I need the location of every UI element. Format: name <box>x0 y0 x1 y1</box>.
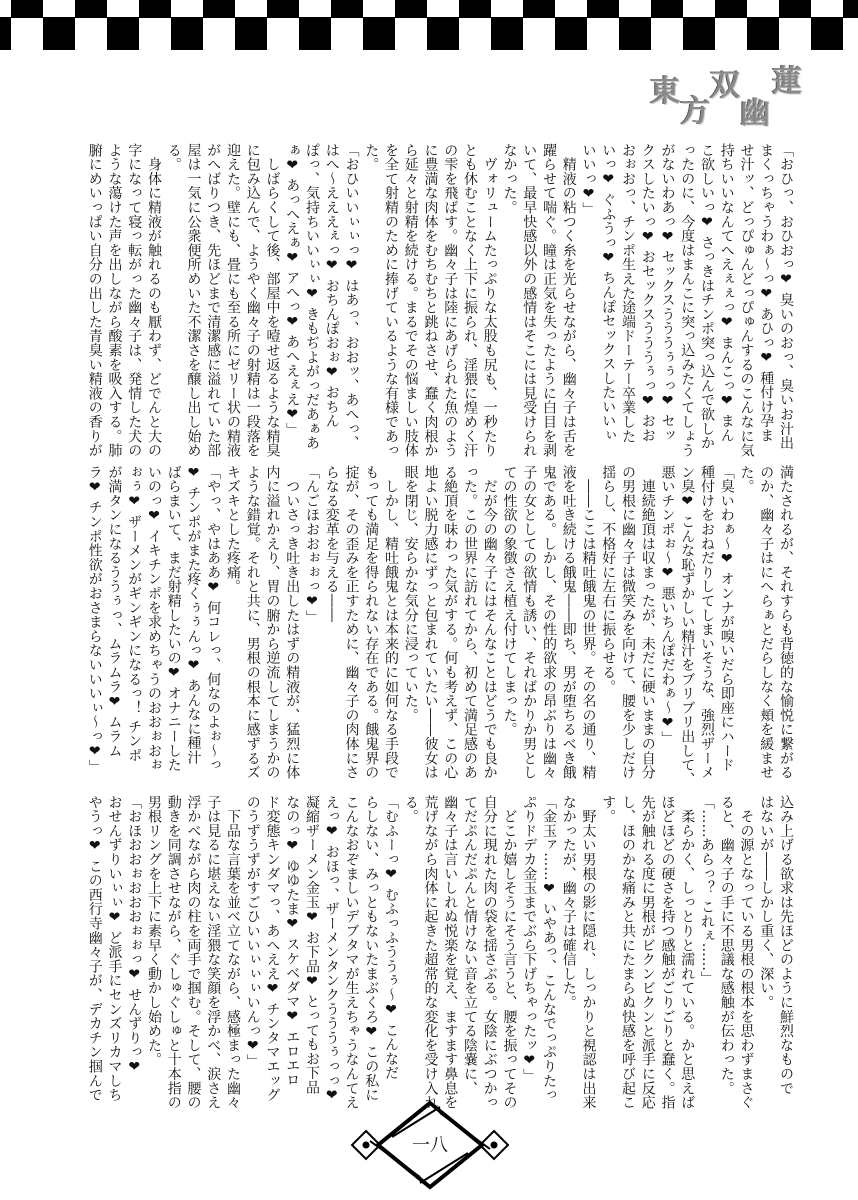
page-number: 一八 <box>412 1135 448 1156</box>
checker-cell <box>0 17 11 50</box>
checker-cell <box>107 17 139 50</box>
text-column: てだぷんだぷんと情けない音を立てる陰嚢に、 <box>462 795 478 1096</box>
text-column: 躍らせて喘ぐ。瞳は正気を失ったように白目を剥 <box>541 143 557 458</box>
checker-cell <box>171 17 203 50</box>
text-column: ばらまいて、まだ射精したいの❤ オナニーした <box>165 465 182 773</box>
checker-cell <box>299 17 331 50</box>
checker-cell <box>715 0 747 18</box>
text-column: 屋は一気に公衆便所めいた不潔さを醸し出し始め <box>185 143 202 458</box>
text-column: がへばりつき、先ほどまで清潔感に溢れていた部 <box>205 143 222 458</box>
text-column: 「臭いわぁ〜❤ オンナが嗅いだら即座にハード <box>718 465 735 773</box>
text-column: クスしたいっ❤ おセックスうううぅっ❤ おお <box>639 143 656 443</box>
checker-cell <box>491 17 523 50</box>
text-column: ぁ❤ あっへえぁ❤ アへっ❤ あへえぇえ❤」 <box>284 143 301 437</box>
text-column: おせんずりいぃぃ❤ ど派手にセンズリカマしち <box>106 795 123 1103</box>
checker-cell <box>747 17 779 50</box>
checker-cell <box>843 0 858 18</box>
checker-cell <box>459 0 491 18</box>
text-column: 子は見るに堪えない淫猥な笑顔を浮かべ、涙さえ <box>205 795 222 1110</box>
text-column: 込み上げる欲求は先ほどのように鮮烈なもので <box>778 795 794 1096</box>
text-column: なのっ❤ ゆゆたま❤ スケベダマ❤ エロエロ <box>284 795 301 1087</box>
checker-cell <box>555 17 587 50</box>
text-column: 動きを同調させながら、ぐしゅぐしゅと十本指の <box>165 795 182 1110</box>
text-column: こんなおぞましいデブタマが生えちゃうなんてえ <box>343 795 360 1110</box>
text-column: 「んごほおおぉぉっ❤」 <box>304 465 320 625</box>
text-column: ての性欲の象徴さえ植え付けてしまった。 <box>501 465 518 737</box>
text-column: はへ〜えええぇっ❤ おちんぽおぉ❤ おちん <box>323 143 340 429</box>
text-column: 字になって寝っ転がった幽々子は、発情した犬の <box>126 143 143 458</box>
text-column: の雫を飛ばす。幽々子は陸にあげられた魚のよう <box>442 143 459 458</box>
checker-cell <box>43 17 75 50</box>
text-column: らしない、みっともないたまぶくろ❤ この私に <box>363 795 380 1103</box>
text-column: いっ❤ ぐふうっ❤ ちんぽセックスしたいいぃ <box>600 143 617 443</box>
text-column: ついさっき吐き出したはずの精液が、猛烈に体 <box>284 465 301 780</box>
text-column: た。 <box>738 465 755 494</box>
logo-char: 東 <box>650 74 680 109</box>
text-column: る。 <box>165 143 182 172</box>
text-column: す。 <box>600 795 617 824</box>
text-column: まくっちゃうわぁ〜っ❤ あひっ❤ 種付け孕ま <box>758 143 775 443</box>
text-column: 「おひっ、おひおっ❤ 臭いのおっ、臭いお汁出 <box>778 143 794 451</box>
checker-cell <box>203 0 235 18</box>
text-tier-upper <box>83 143 795 458</box>
text-column: 野太い男根の影に隠れ、しっかりと視認は出来 <box>580 795 597 1110</box>
text-column: 「やっ、やはああ❤ 何コレっ、何なのよぉ〜っ <box>205 465 222 773</box>
text-column: 掟が、その歪みを正すために、幽々子の肉体にさ <box>343 465 360 780</box>
checker-cell <box>331 0 363 18</box>
text-column: おぉおっ、チンポ生えた途端ドーテー卒業した <box>620 143 636 444</box>
text-column: しばらくして後、部屋中を噎せ返るような精臭 <box>264 143 281 458</box>
text-column: 地よい脱力感にずっと包まれていたい――彼女は <box>422 465 439 780</box>
text-column: に包み込んで、ようやく幽々子の射精は一段落を <box>244 143 261 458</box>
text-column: 「金玉ァ……❤ いやあっ、こんなでっぷりたっ <box>541 795 557 1103</box>
text-column: る絶頂を味わった気がする。何も考えず、この心 <box>442 465 459 780</box>
text-column: 幽々子は言いしれぬ悦楽を覚え、ますます鼻息を <box>442 795 459 1110</box>
page-number-ornament <box>340 1095 520 1195</box>
logo-char: 幽 <box>740 96 770 131</box>
logo-char: 方 <box>680 94 710 129</box>
text-column: 下品な言葉を並べ立てながら、感極まった幽々 <box>225 795 241 1110</box>
text-column: 荒げながら肉体に起きた超常的な変化を受け入れ <box>422 795 439 1110</box>
text-column: のうずうずがすごひいいぃぃぃいんっ❤」 <box>244 795 261 1069</box>
text-column: 持ちいいなんてへえぇぇっ❤ まんこっ❤ まん <box>718 143 735 443</box>
text-column: いて、最早快感以外の感情はそこには見受けられ <box>521 143 538 458</box>
text-column: ような錯覚。それと共に、男根の根本に感ずるズ <box>244 465 261 780</box>
text-column: し、ほのかな痛みと共にたまらぬ快感を呼び起こ <box>620 795 636 1110</box>
checker-cell <box>683 17 715 50</box>
text-column: 「……あらっ？ これぇ……」 <box>699 795 715 986</box>
text-column: 先が触れる度に男根がビクンビクンと派手に反応 <box>639 795 656 1110</box>
text-column: 凝縮ザーメン金玉❤ お下品❤ とってもお下品 <box>304 795 320 1095</box>
checker-cell <box>651 0 683 18</box>
text-column: ド変態キンダマっ、あへええ❤ チンタマエッグ <box>264 795 281 1103</box>
text-column: 子の女としての欲情も誘い、そればかりか男とし <box>521 465 538 780</box>
text-column: ぷりドデカ金玉までぶら下げちゃったッ❤」 <box>521 795 538 1083</box>
text-column: ぉぅ❤ ザーメンがギンギンになるっ！ チンポ <box>126 465 143 763</box>
text-column: った。この世界に訪れてから、初めて満足感のあ <box>462 465 478 780</box>
checker-cell <box>363 17 395 50</box>
text-column: 「おほおおぉおおおぉぉっ❤ せんずりっ❤ <box>126 795 143 1076</box>
text-column: のか、幽々子はにへらぁとだらしなく頬を緩ませ <box>758 465 775 780</box>
text-column: ぽっ、気持ちいいぃぃ❤ きもぢよがっだあぁあ <box>304 143 320 451</box>
text-column: ン臭❤ こんな恥ずかしい精汁をブリブリ出して、 <box>679 465 696 787</box>
text-column: 腑にめいっぱい自分の出した青臭い精液の香りが <box>86 143 103 458</box>
text-column: 浮かべながら肉の柱を両手で掴む。そして、腰の <box>185 795 202 1110</box>
text-column: がないわあっ❤ セックスうううぅぅっ❤ セッ <box>659 143 676 443</box>
text-column: 連続絶頂は収まったが、未だに硬いままの自分 <box>639 465 656 780</box>
text-column: 眼を閉じ、安らかな気分に浸っていた。 <box>402 465 419 723</box>
series-logo <box>640 52 820 131</box>
checker-cell <box>139 0 171 18</box>
text-column: らなる変革を与える―― <box>323 465 340 623</box>
text-column: だが今の幽々子にはそんなことはどうでも良か <box>481 465 498 780</box>
text-column: に豊満な肉体をむちむちと跳ねさせ、蠢く肉根か <box>422 143 439 458</box>
text-column: が満タンになるううぅっ、ムラムラ❤ ムラム <box>106 465 123 758</box>
logo-char: 蓮 <box>772 64 802 99</box>
text-column: もっても満足を得られない存在である。餓鬼界の <box>363 465 380 780</box>
text-column: いのっ❤ イキチンポを求めちゃうのおおぉおぉ <box>146 465 162 773</box>
text-column: ったのに、今度はまんこに突っ込みたくてしょう <box>679 143 696 458</box>
text-column: 液を吐き続ける餓鬼――即ち、男が堕ちるべき餓 <box>560 465 577 780</box>
text-column: 迎えた。壁にも、畳にも至る所にゼリー状の精液 <box>225 143 241 458</box>
checker-cell <box>267 0 299 18</box>
checker-cell <box>619 17 651 50</box>
checker-cell <box>75 0 107 18</box>
checker-cell <box>587 0 619 18</box>
text-column: ❤ チンポがまた疼くぅぅんっ❤ あんなに種汁 <box>185 465 202 765</box>
text-column: ら延々と射精を続ける。まるでその悩ましい肢体 <box>402 143 419 458</box>
text-column: キズキとした疼痛。 <box>225 465 241 594</box>
text-column: 「おひいいぃぃっ❤ はあっ、おおッ、あへっ、 <box>343 143 360 451</box>
text-column: 悪いチンポぉ〜❤ 悪いちんぽだわぁ〜❤」 <box>659 465 676 746</box>
text-column: ヴォリュームたっぷりな太股も尻も、一秒たり <box>481 143 498 458</box>
text-column: る。 <box>402 795 419 824</box>
text-column: えっ❤ おほっ、ザーメンタンクうううぅっっ❤ <box>323 795 340 1105</box>
checker-cell <box>811 17 843 50</box>
text-column: 種付けをおねだりしてしまいそうな、強烈ザーメ <box>699 465 715 780</box>
text-column: 柔らかく、しっとりと濡れている。かと思えば <box>679 795 696 1110</box>
text-column: しかし、精吐餓鬼とは本来的に如何なる手段で <box>383 465 399 780</box>
logo-char: 双 <box>710 68 740 103</box>
text-column: せ汁ッ、どっぴゅんどっぴゅんするのこんなに気 <box>738 143 755 458</box>
text-column: 精液の粘つく糸を光らせながら、幽々子は舌を <box>560 143 577 458</box>
text-column: こ欲しいっ❤ さっきはチンポ突っ込んで欲しか <box>699 143 715 451</box>
checker-cell <box>11 0 43 18</box>
checker-cell <box>427 17 459 50</box>
checker-cell <box>779 0 811 18</box>
text-column: とも休むことなく上下に振られ、淫猥に煌めく汗 <box>462 143 478 458</box>
text-tier-middle <box>83 465 795 787</box>
text-column: ると、幽々子の手に不思議な感触が伝わった。 <box>718 795 735 1096</box>
text-column: ――ここは精吐餓鬼の世界。その名の通り、精 <box>580 465 597 780</box>
text-column: いいっ❤」 <box>580 143 597 217</box>
text-column: 自分に現れた肉の袋を揺さぶる。女陰にぶつかっ <box>481 795 498 1110</box>
text-column: 身体に精液が触れるのも厭わず、どでんと大の <box>146 143 162 458</box>
text-tier-lower <box>83 795 795 1110</box>
checker-cell <box>235 17 267 50</box>
text-column: どこか嬉しそうにそう言うと、腰を振ってその <box>501 795 518 1110</box>
text-column: なかった。 <box>501 143 518 215</box>
text-column: 男根リングを上下に素早く動かし始めた。 <box>146 795 162 1067</box>
text-column: その源となっている男根の根本を思わずまさぐ <box>738 795 755 1110</box>
text-column: 内に溢れかえり、胃の腑から逆流してしまうかの <box>264 465 281 780</box>
text-column: ほどほどの硬さを持つ感触がごりごりと蠢く。指 <box>659 795 676 1110</box>
text-column: やうっ❤ この西行寺幽々子が、デカチン掴んで <box>86 795 103 1103</box>
text-column: はないが――しかし重く、深い。 <box>758 795 775 1010</box>
text-column: ラ❤ チンポ性欲がおさまらないいいぃ〜っ❤」 <box>86 465 103 775</box>
checker-cell <box>523 0 555 18</box>
checkered-header-border <box>0 0 858 52</box>
text-column: 「むふーっ❤ むふっふううぅ〜❤ こんなだ <box>383 795 399 1081</box>
text-column: 満たされるが、それすらも背徳的な愉悦に繋がる <box>778 465 794 780</box>
text-column: 鬼である。しかし、その性的欲求の昂ぶりは幽々 <box>541 465 557 780</box>
text-column: た。 <box>363 143 380 172</box>
text-column: を全て射精のために捧げているような有様であっ <box>383 143 399 458</box>
text-column: なかったが、幽々子は確信した。 <box>560 795 577 1010</box>
text-column: の男根に幽々子は微笑みを向けて、腰を少しだけ <box>620 465 636 780</box>
text-column: 揺らし、不格好に左右に振らせる。 <box>600 465 617 694</box>
checker-cell <box>395 0 427 18</box>
text-column: ような蕩けた声を出しながら酸素を吸入する。肺 <box>106 143 123 458</box>
